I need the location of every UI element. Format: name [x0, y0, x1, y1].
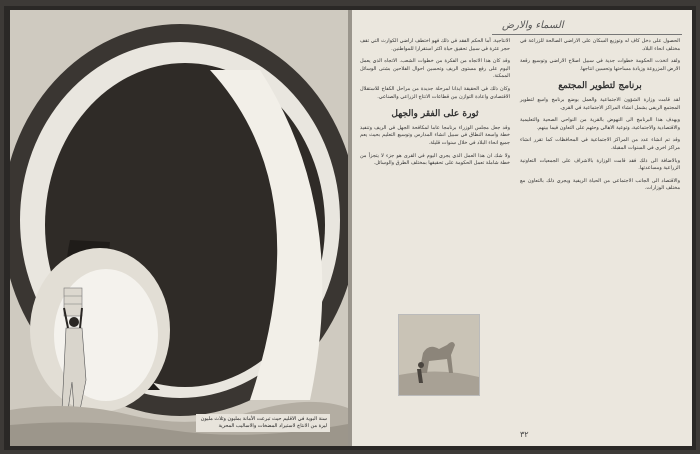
- paragraph: ويهدف هذا البرنامج الى النهوض بالقرية من النواحي الصحية والتعليمية والاقتصادية والاجتماعية، وتوعية الاهالي وحثهم على التعاون فيما بينهم.: [520, 117, 680, 131]
- running-head: السماء والارض: [502, 20, 564, 31]
- pipe-photo: [10, 10, 348, 446]
- paragraph: الحصول على دخل كاف له وتوزيع السكان على الاراضي الصالحة للزراعة في مختلف انحاء البلاد.: [520, 38, 680, 52]
- paragraph: وقد جعل مجلس الوزراء برنامجا عاما لمكافحة الجهل في الريف وتنفيذ خطة واسعة النطاق في سبيل انشاء المدارس وتوسيع التعليم بحيث يعم جميع انحاء البلاد في خلال سنوات قليلة.: [360, 124, 510, 146]
- article-right-column: [520, 38, 680, 198]
- paragraph: الانتاجية. أما الحكم الفقد في ذلك فهو اختطف اراضي الكوارث التي تقف حجر عثرة في سبيل تحقيق حياة اكثر استقرارا للمواطنين.: [360, 38, 510, 52]
- photo-caption: سنة البوية في الاقليم حيث تبرعت الأمانة بمليون وثلاث مليون ليرة من الانتاج لاستيراد المضخات والاساليب المحرية: [196, 414, 330, 432]
- paragraph: ولقد اتخذت الحكومة خطوات جدية في سبيل اصلاح الاراضي وتوسيع رقعة الارض المزروعة وزيادة مساحتها وتحسين انتاجها.: [520, 58, 680, 72]
- header-rule: [492, 34, 682, 35]
- article-left-column: [360, 38, 510, 173]
- paragraph: وبالاضافة الى ذلك فقد قامت الوزارة بالاشراف على الجمعيات التعاونية الزراعية ومساعدتها.: [520, 157, 680, 172]
- text-page: [352, 10, 692, 446]
- section-heading: برنامج لتطوير المجتمع: [558, 81, 642, 92]
- paragraph: وقد تم انشاء عدد من المراكز الاجتماعية في المحافظات كما تقرر انشاء مراكز اخرى في السنوات المقبلة.: [520, 137, 680, 151]
- paragraph: ولا شك ان هذا العمل الذي يجري اليوم في القرى هو جزء لا يتجزأ من خطة شاملة تعمل الحكومة على تحقيقها بمختلف الطرق والوسائل.: [360, 152, 510, 167]
- paragraph: لقد قامت وزارة الشؤون الاجتماعية والعمل بوضع برنامج واسع لتطوير المجتمع الريفي يشمل انشاء المراكز الاجتماعية في القرى.: [520, 96, 680, 111]
- photo-page: [10, 10, 348, 446]
- section-heading: ثورة على الفقر والجهل: [391, 109, 479, 120]
- figure-camel-photo: [398, 314, 480, 396]
- page-number: ٣٢: [520, 430, 529, 439]
- paragraph: وقد كان هذا الاتجاه من الفكرة من خطوات الشعب. الاتجاه الذي يعمل اليوم على رفع مستوى الريف وتحسين احوال الفلاحين بشتى الوسائل الممكنة.: [360, 58, 510, 80]
- paragraph: والاقتصاد الى الجانب الاجتماعي من الحياة الريفية ويجري ذلك بالتعاون مع مختلف الوزارات.: [520, 177, 680, 192]
- paragraph: وكان ذلك في الحقيقة ايذانا لمرحلة جديدة من مراحل الكفاح للاستقلال الاقتصادي واعادة التوازن بين قطاعات الانتاج الزراعي والصناعي.: [360, 85, 510, 100]
- magazine-spread: [4, 6, 696, 450]
